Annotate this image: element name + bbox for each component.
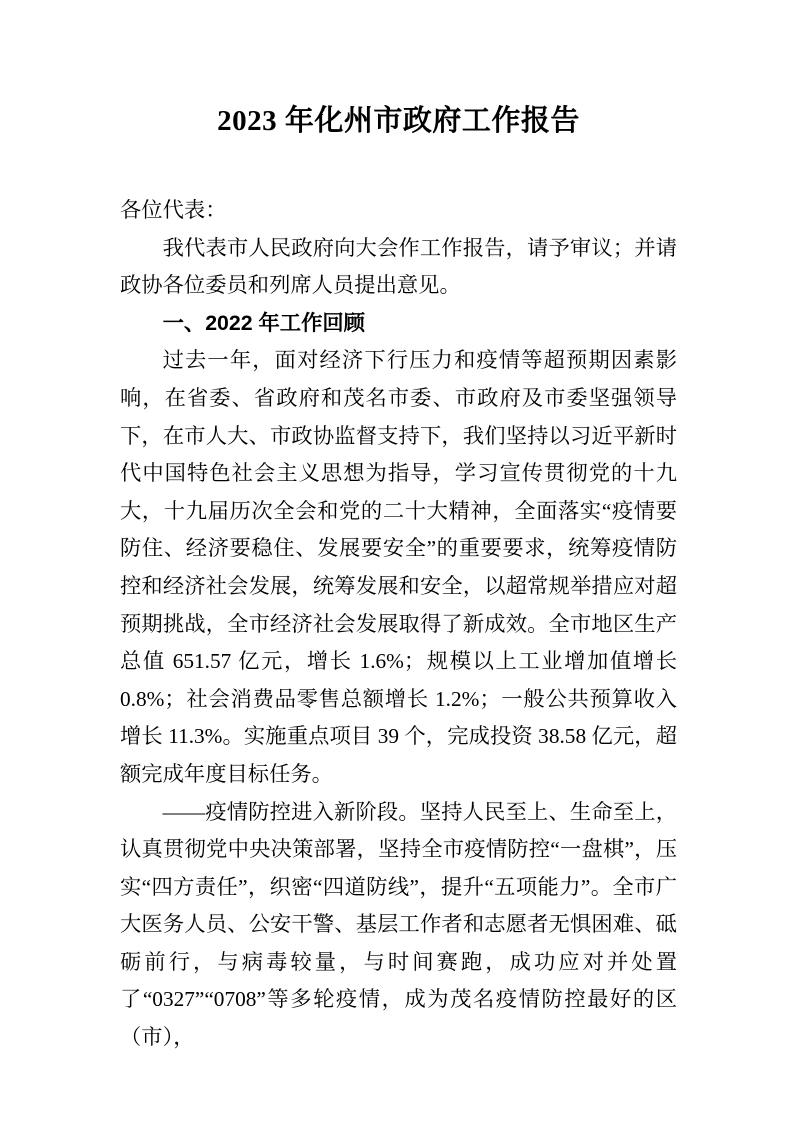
paragraph: 过去一年，面对经济下行压力和疫情等超预期因素影响，在省委、省政府和茂名市委、市政府及市委坚强领导下，在市人大、市政协监督支持下，我们坚持以习近平新时代中国特色社会主义思想为指导，学习宣传贯彻党的十九大，十九届历次全会和党的二十大精神，全面落实“疫情要防住、经济要稳住、发展要安全”的重要要求，统筹疫情防控和经济社会发展，统筹发展和安全，以超常规举措应对超预期挑战，全市经济社会发展取得了新成效。全市地区生产总值 651.57 亿元，增长 1.6%；规模以上工业增加值增长 0.8%；社会消费品零售总额增长 1.2%；一般公共预算收入增长 11.3%。实施重点项目 39 个，完成投资 38.58 亿元，超额完成年度目标任务。	[120, 348, 677, 786]
paragraph: ——疫情防控进入新阶段。坚持人民至上、生命至上，认真贯彻党中央决策部署，坚持全市疫情防控“一盘棋”，压实“四方责任”，织密“四道防线”，提升“五项能力”。全市广大医务人员、公安干警、基层工作者和志愿者无惧困难、砥砺前行，与病毒较量，与时间赛跑，成功应对并处置了“0327”“0708”等多轮疫情，成为茂名疫情防控最好的区（市），	[120, 799, 677, 1050]
document-title: 2023 年化州市政府工作报告	[217, 105, 580, 137]
document-content	[120, 101, 677, 1057]
document-body	[120, 192, 677, 1057]
paragraph: 各位代表：	[120, 198, 227, 222]
section-heading: 一、2022 年工作回顾	[162, 310, 365, 335]
paragraph: 我代表市人民政府向大会作工作报告，请予审议；并请政协各位委员和列席人员提出意见。	[120, 235, 677, 298]
